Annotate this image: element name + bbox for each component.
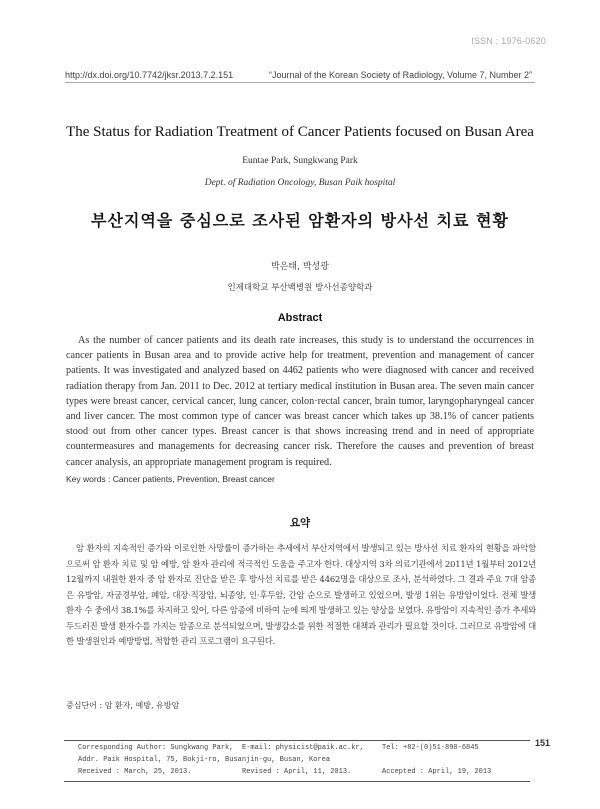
english-title: The Status for Radiation Treatment of Cancer Patients focused on Busan Area [66,124,534,140]
korean-authors: 박은태, 박성광 [271,262,329,272]
page-number: 151 [534,738,550,748]
english-authors: Euntae Park, Sungkwang Park [242,156,358,166]
received-date: Received : March, 25, 2013. [78,768,192,776]
corresponding-author: Corresponding Author: Sungkwang Park, [78,744,234,752]
abstract-heading: Abstract [277,312,323,324]
english-department: Dept. of Radiation Oncology, Busan Paik hospital [204,178,396,188]
doi-link[interactable]: http://dx.doi.org/10.7742/jksr.2013.7.2.151 [65,70,234,80]
author-address: Addr. Paik Hospital, 75, Bokji-ro, Busanjin-gu, Busan, Korea [78,756,331,764]
korean-department: 인제대학교 부산백병원 방사선종양학과 [227,283,373,293]
footer-info-box [64,740,530,782]
author-email[interactable]: E-mail: physicist@paik.ac.kr, [242,744,364,752]
abstract-keywords: Key words : Cancer patients, Prevention, Breast cancer [66,474,275,484]
korean-abstract-body: 암 환자의 지속적인 증가와 이로인한 사망률이 증가하는 추세에서 부산지역에서 발생되고 있는 방사선 치료 환자의 현황을 파악함으로써 암 환자 치료 및 암 예방, 암 환자 관리에 적극적인 도움을 주고자 한다. 대상지역 3차 의료기관에서 2011년 1월부터 2012년 12월까지 내원한 환자 중 암 환자로 진단을 받은 후 방사선 치료를 받은 4462명을 대상으로 조사, 분석하였다. 그 결과 주요 7대 암종은 유방암, 자궁경부암, 폐암, 대장·직장암, 뇌종양, 인·후두암, 간암 순으로 발생하고 있었으며, 발생 1위는 유방암이었다. 전체 발생 환자 수 중에서 38.1%를 차지하고 있어, 다른 암종에 비하여 눈에 띄게 발생하고 있는 양상을 보였다. 유방암이 지속적인 증가 추세와 두드러진 발생 환자수를 가지는 암종으로 분석되었으며, 발생감소를 위한 적절한 대책과 관리가 필요할 것이다. 그러므로 유방암에 대한 발생원인과 예방방법, 적합한 관리 프로그램이 요구된다. [66,543,536,646]
accepted-date: Accepted : April, 19, 2013 [382,768,492,776]
header-divider [65,82,535,83]
korean-abstract-keywords: 중심단어 : 암 환자, 예방, 유방암 [66,701,180,710]
korean-title: 부산지역을 중심으로 조사된 암환자의 방사선 치료 현황 [91,211,509,230]
revised-date: Revised : April, 11, 2013. [242,768,352,776]
journal-citation: “Journal of the Korean Society of Radiology, Volume 7, Number 2” [269,70,532,80]
abstract-body: As the number of cancer patients and its death rate increases, this study is to understand the occurrences in cancer patients in Busan area and to provide active help for treatment, prevention and management of cancer patients. It was investigated and analyzed based on 4462 patients who were diagnosed with cancer and received radiation therapy from Jan. 2011 to Dec. 2012 at tertiary medical institution in Busan area. The seven main cancer types were breast cancer, cervical cancer, lung cancer, colon·rectal cancer, brain tumor, laryngopharyngeal cancer and liver cancer. The most common type of cancer was breast cancer which takes up 38.1% of cancer patients stood out from other cancer types. Breast cancer is that shows increasing trend and in need of appropriate countermeasures and managements for decreasing cancer risk. Therefore the causes and prevention of breast cancer analysis, an appropriate management program is required. [66,335,534,468]
author-tel: Tel: +82-(0)51-890-6845 [382,744,479,752]
issn-label: ISSN : 1976-0620 [471,36,546,46]
korean-abstract-heading: 요약 [289,517,311,529]
